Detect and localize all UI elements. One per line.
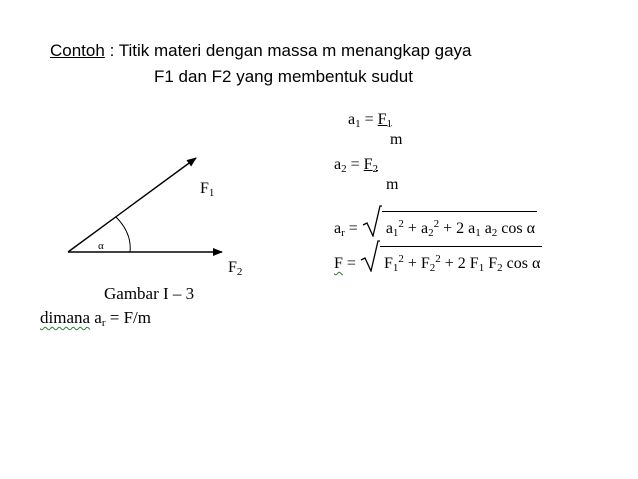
heading-separator: : <box>109 41 115 60</box>
formula-a2-numerator: $F_2$ <box>363 156 379 175</box>
figure-caption: Gambar I – 3 <box>104 284 195 303</box>
formula-a1: $a_1 = F_1$ <box>348 111 393 130</box>
formula-a1-numerator: $F_1$ <box>377 111 393 130</box>
formula-ar-radical: $a_1^2 + a_2^2 + 2$ $a_1$ $a_2$ cos α <box>362 211 537 243</box>
dimana-line <box>40 308 151 329</box>
formula-a2-denominator: m <box>386 176 399 193</box>
formula-a2: $a_2 = F_2$ <box>334 156 379 175</box>
angle-arc <box>116 217 130 252</box>
heading-line-2: F1 dan F2 yang membentuk sudut <box>154 67 413 86</box>
formula-F-radical: $F_1^2 + F_2^2 + 2$ $F_1$ $F_2$ cos α <box>360 246 542 278</box>
f1-label: $F_1$ <box>200 180 215 199</box>
formula-F: F = $F_1^2 + F_2^2 + 2$ $F_1$ $F_2$ cos α <box>334 246 542 278</box>
sqrt-symbol-icon <box>360 240 380 272</box>
dimana-expression: $a_r = F/m$ <box>94 308 152 329</box>
formula-ar: $a_r$ = $a_1^2 + a_2^2 + 2$ $a_1$ $a_2$ cos α <box>334 211 537 243</box>
f1-vector-arrow <box>68 158 196 252</box>
example-label: Contoh <box>50 41 105 60</box>
formula-a1-denominator: m <box>390 131 403 148</box>
heading-line-1: Titik materi dengan massa m menangkap gaya <box>118 41 472 60</box>
angle-alpha-label: α <box>98 240 104 252</box>
f2-label: $F_2$ <box>228 259 243 278</box>
sqrt-symbol-icon <box>362 205 382 237</box>
dimana-word: dimana <box>40 308 91 327</box>
